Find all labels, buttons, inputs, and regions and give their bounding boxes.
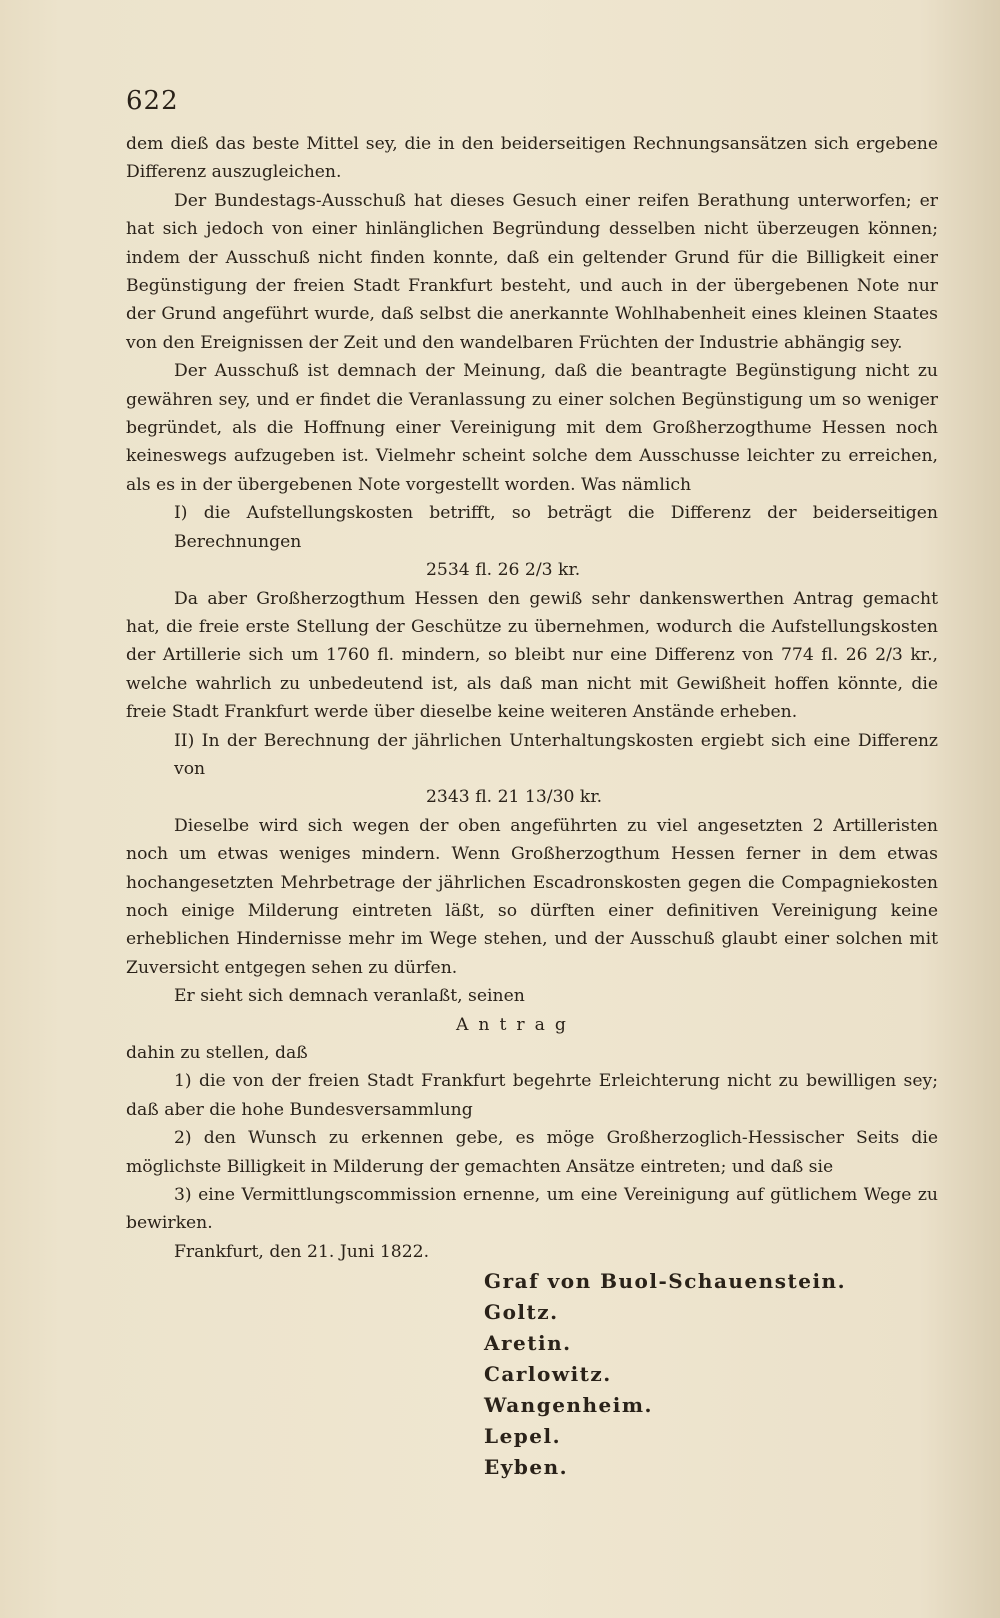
list-item: II) In der Berechnung der jährlichen Unterhaltungskosten ergiebt sich eine Differenz von [174, 730, 938, 779]
paragraph: Der Bundestags-Ausschuß hat dieses Gesuch einer reifen Berathung unterworfen; er hat sich jedoch von einer hinlänglichen Begründung desselben nicht überzeugen können; indem der Ausschuß nicht finden konnte, daß ein geltender Grund für die Billigkeit einer Begünstigung der freien Stadt Frankfurt besteht, und auch in der übergebenen Note nur der Grund angeführt wurde, daß selbst die anerkannte Wohlhabenheit eines kleinen Staates von den Ereignissen der Zeit und den wandelbaren Früchten der Industrie abhängig sey. [126, 190, 938, 353]
paragraph: Dieselbe wird sich wegen der oben angeführten zu viel angesetzten 2 Artilleristen noch um etwas weniges mindern. Wenn Großherzogthum Hessen ferner in dem etwas hochangesetzten Mehrbetrage der jährlichen Escadronskosten gegen die Compagniekosten noch einige Milderung eintreten läßt, so dürften einer definitiven Vereinigung keine erheblichen Hindernisse mehr im Wege stehen, und der Ausschuß glaubt einer solchen mit Zuversicht entgegen sehen zu dürfen. [126, 815, 938, 978]
list-item: 3) eine Vermittlungscommission ernenne, um eine Vereinigung auf gütlichem Wege zu bewirken. [126, 1185, 938, 1234]
signature-name: Eyben. [484, 1455, 569, 1480]
amount-line: 2343 fl. 21 13/30 kr. [426, 787, 603, 808]
signature-name: Graf von Buol-Schauenstein. [484, 1269, 847, 1294]
paragraph: dahin zu stellen, daß [126, 1043, 308, 1063]
list-item: 1) die von der freien Stadt Frankfurt begehrte Erleichterung nicht zu bewilligen sey; daß aber die hohe Bundesversammlung [126, 1071, 938, 1120]
signature-name: Aretin. [484, 1331, 572, 1356]
amount-line: 2534 fl. 26 2/3 kr. [426, 560, 581, 581]
page-number: 622 [126, 86, 179, 116]
list-item: 2) den Wunsch zu erkennen gebe, es möge Großherzoglich-Hessischer Seits die möglichste Billigkeit in Milderung der gemachten Ansätze eintreten; und daß sie [126, 1128, 938, 1177]
paragraph: Da aber Großherzogthum Hessen den gewiß sehr dankenswerthen Antrag gemacht hat, die freie erste Stellung der Geschütze zu übernehmen, wodurch die Aufstellungskosten der Artillerie sich um 1760 fl. mindern, so bleibt nur eine Differenz von 774 fl. 26 2/3 kr., welche wahrlich zu unbedeutend ist, als daß man nicht mit Gewißheit hoffen könnte, die freie Stadt Frankfurt werde über dieselbe keine weiteren Anstände erheben. [126, 588, 938, 723]
signature-name: Lepel. [484, 1424, 562, 1449]
body-text [126, 130, 938, 1483]
signature-block [126, 1266, 938, 1483]
signature-name: Goltz. [484, 1300, 559, 1325]
date-line: Frankfurt, den 21. Juni 1822. [174, 1241, 430, 1262]
list-item: I) die Aufstellungskosten betrifft, so beträgt die Differenz der beiderseitigen Berechnungen [174, 503, 938, 552]
paragraph: Der Ausschuß ist demnach der Meinung, daß die beantragte Begünstigung nicht zu gewähren sey, und er findet die Veranlassung zu einer solchen Begünstigung um so weniger begründet, als die Hoffnung einer Vereinigung mit dem Großherzogthume Hessen noch keineswegs aufzugeben ist. Vielmehr scheint solche dem Ausschusse leichter zu erreichen, als es in der übergebenen Note vorgestellt worden. Was nämlich [126, 361, 938, 495]
signature-name: Carlowitz. [484, 1362, 612, 1387]
paragraph: Er sieht sich demnach veranlaßt, seinen [174, 986, 525, 1007]
paragraph: dem dieß das beste Mittel sey, die in den beiderseitigen Rechnungsansätzen sich ergebene Differenz auszugleichen. [126, 134, 938, 183]
signature-name: Wangenheim. [484, 1393, 653, 1418]
section-heading: Antrag [456, 1014, 576, 1035]
